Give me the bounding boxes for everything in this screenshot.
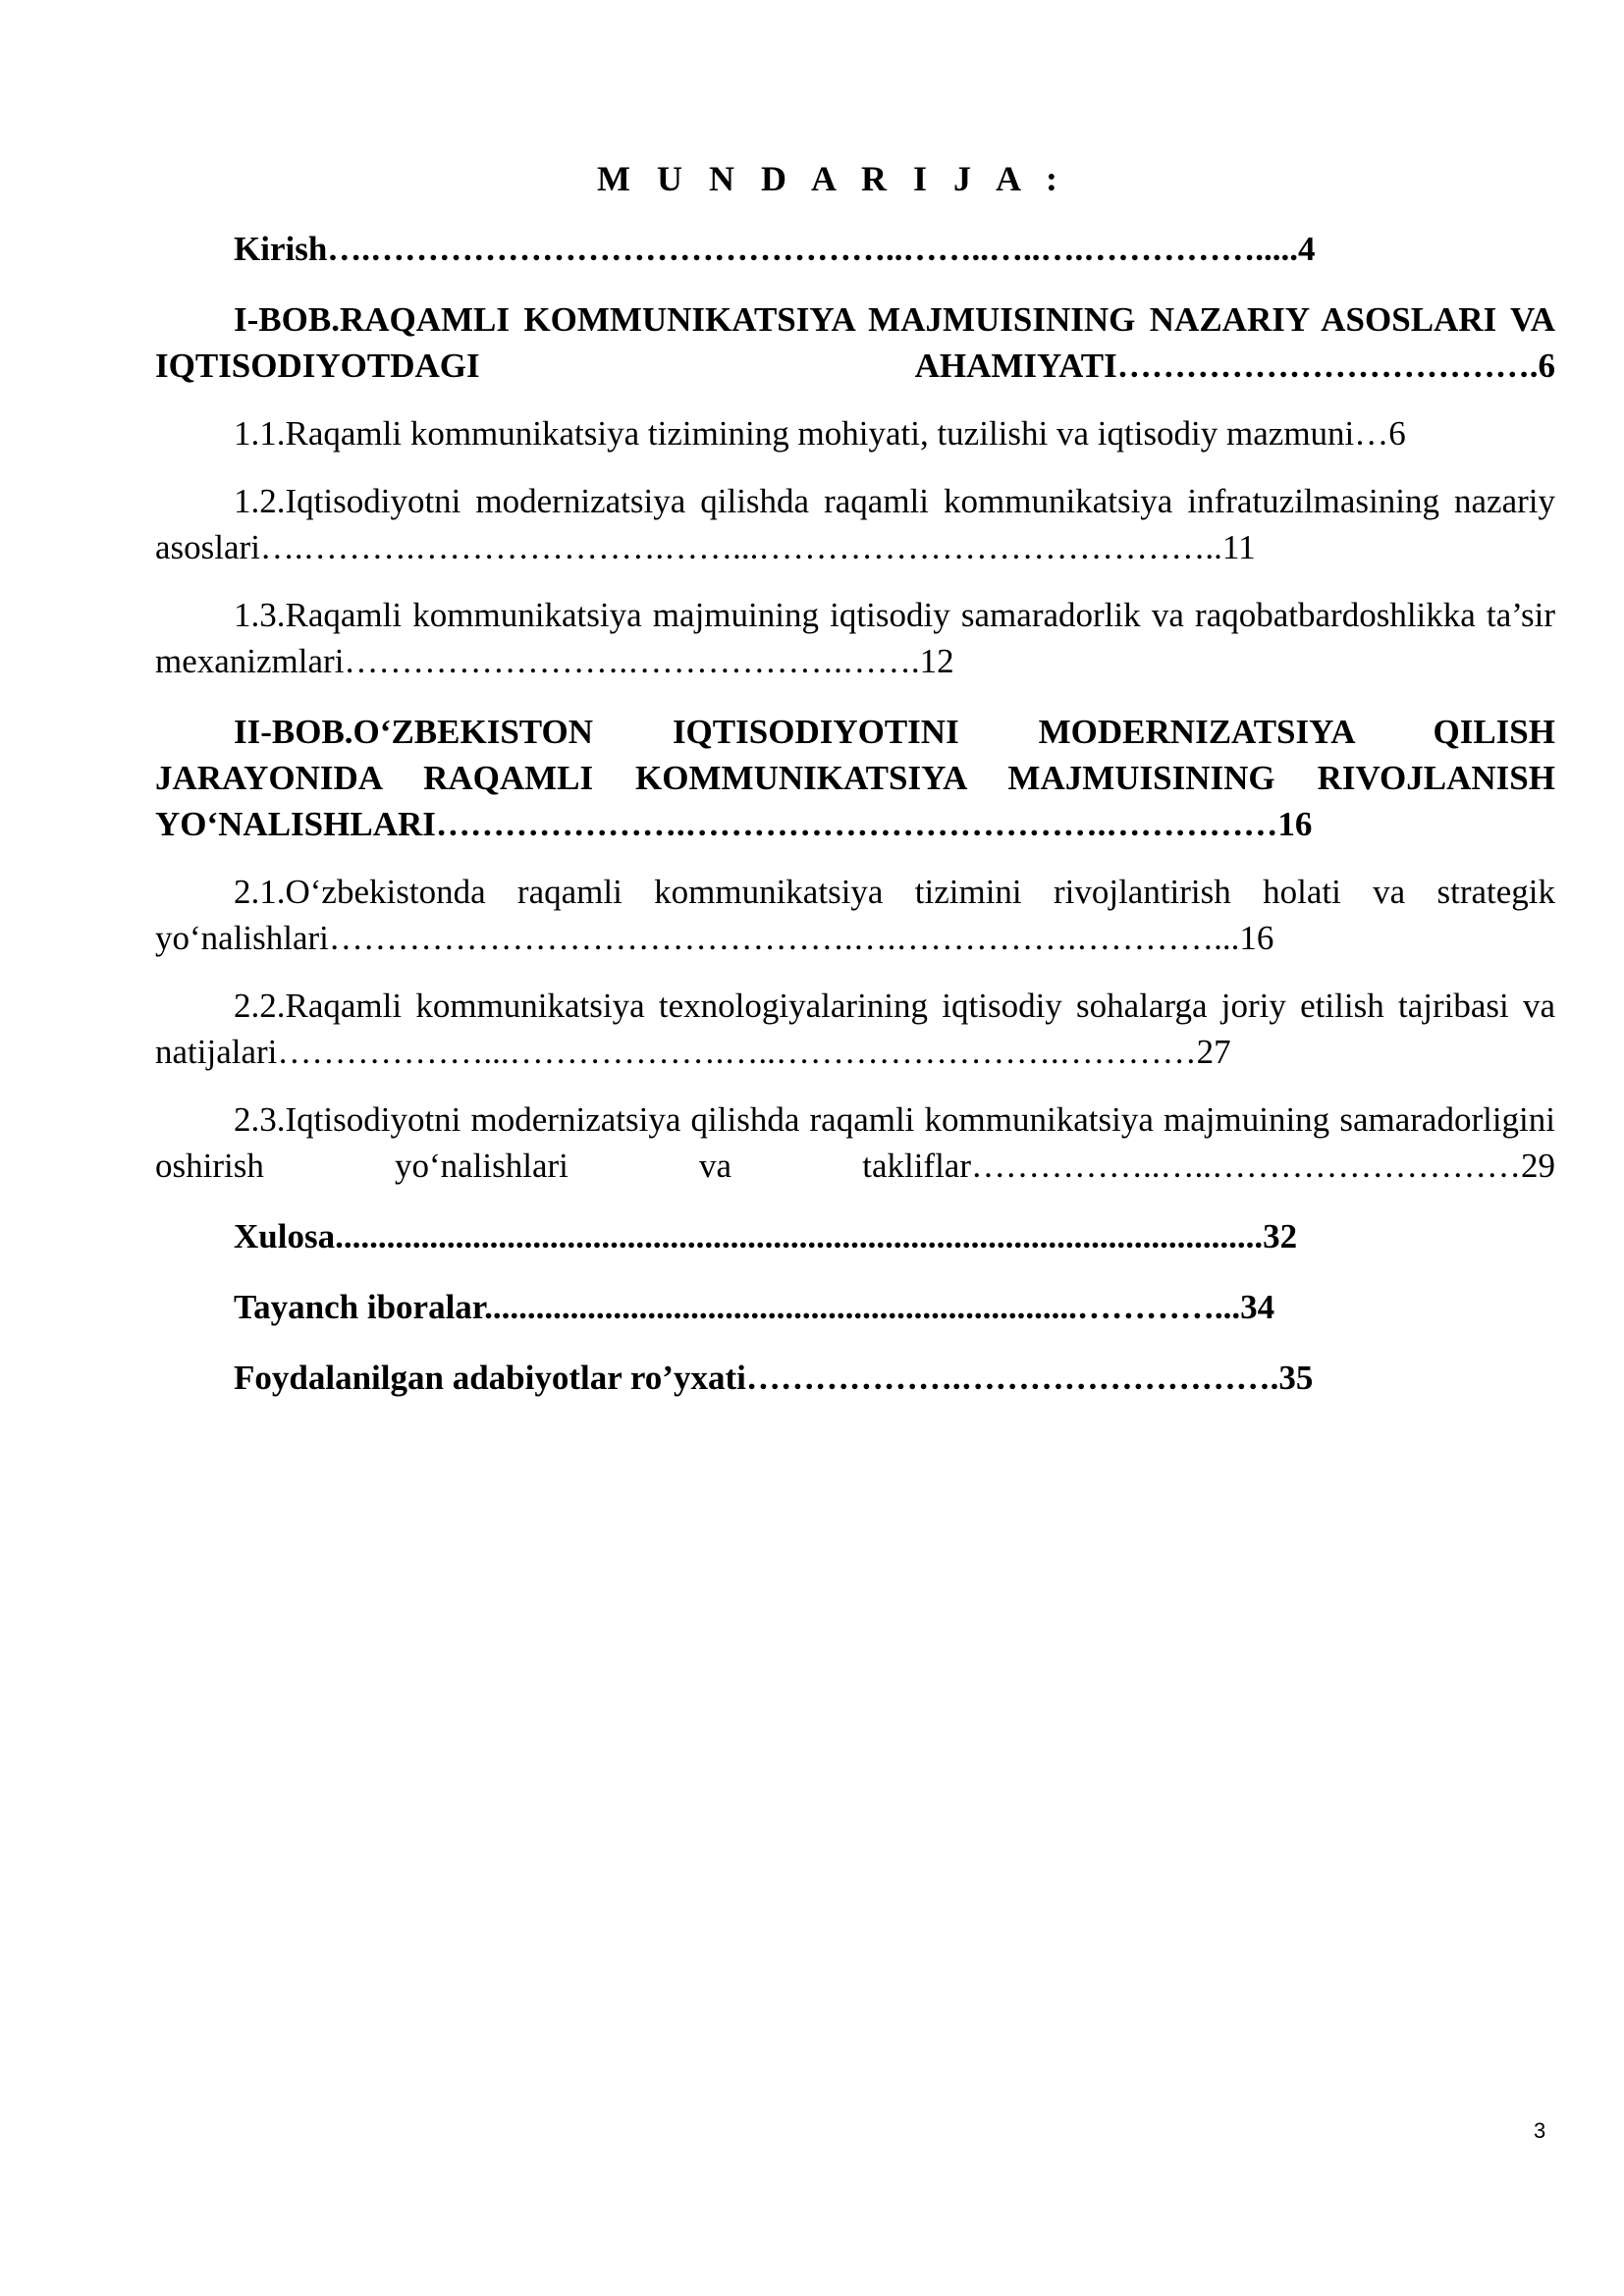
toc-entry-section-2-2: 2.2.Raqamli kommunikatsiya texnologiyalarining iqtisodiy sohalarga joriy etilish tajribasi va natijalari………………...……………….…..…………………….…………27	[155, 987, 1555, 1071]
toc-entry-section-1-1: 1.1.Raqamli kommunikatsiya tizimining mohiyati, tuzilishi va iqtisodiy mazmuni…6	[234, 414, 1406, 453]
toc-entry-chapter-2: II-BOB.O‘ZBEKISTON IQTISODIYOTINI MODERNIZATSIYA QILISH JARAYONIDA RAQAMLI KOMMUNIKATSIYA MAJMUISINING RIVOJLANISH YO‘NALISHLARI………………….……………………………….……………16	[155, 713, 1555, 843]
page-title: M U N D A R I J A :	[596, 159, 1067, 198]
toc-entry-section-2-3: 2.3.Iqtisodiyotni modernizatsiya qilishda raqamli kommunikatsiya majmuining samaradorligini oshirish yo‘nalishlari va takliflar……………..…..………………………29	[155, 1100, 1555, 1185]
toc-entry-references: Foydalanilgan adabiyotlar ro’yxati……………….……………………….35	[234, 1359, 1314, 1397]
toc-entry-section-1-3: 1.3.Raqamli kommunikatsiya majmuining iqtisodiy samaradorlik va raqobatbardoshlikka ta’sir mexanizmlari…………………….……………….…….12	[155, 596, 1555, 680]
table-of-contents	[155, 226, 1555, 1401]
toc-entry-section-1-2: 1.2.Iqtisodiyotni modernizatsiya qilishda raqamli kommunikatsiya infratuzilmasining nazariy asoslari….……….………………….……...…………………………………..11	[155, 482, 1555, 566]
toc-entry-chapter-1: I-BOB.RAQAMLI KOMMUNIKATSIYA MAJMUISINING NAZARIY ASOSLARI VA IQTISODIYOTDAGI AHAMIYATI……………………………….6	[155, 300, 1555, 385]
toc-entry-conclusion: Xulosa............................................................................................................32	[234, 1217, 1298, 1255]
page-number: 3	[1534, 2118, 1546, 2143]
toc-entry-introduction: Kirish….………………………………………..……..…..….…………….....4	[234, 230, 1316, 268]
toc-entry-key-terms: Tayanch iboralar.....................................................................…………...34	[234, 1288, 1275, 1326]
toc-entry-section-2-1: 2.1.O‘zbekistonda raqamli kommunikatsiya tizimini rivojlantirish holati va strategik yo‘nalishlari……………………………………….….…………….…………...16	[155, 873, 1555, 957]
